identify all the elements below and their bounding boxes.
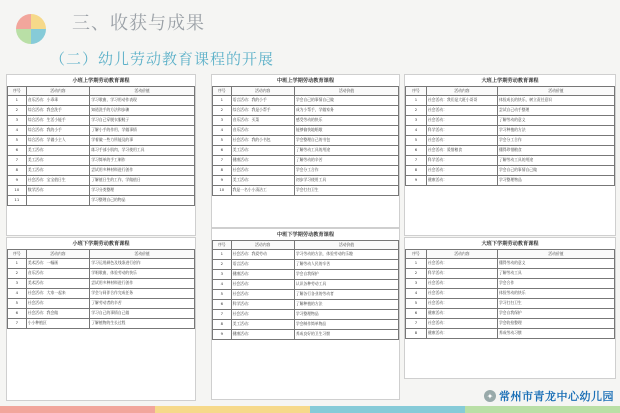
table-cell: 8 (406, 329, 427, 339)
course-table (405, 86, 615, 186)
table-cell: 社会活动： (426, 289, 497, 299)
table-cell: 4 (8, 126, 27, 136)
table-cell: 5 (213, 136, 232, 146)
table-row (213, 176, 399, 186)
column-header: 序号 (406, 87, 427, 96)
table-cell: 练习手部小肌肉，学习使用工具 (90, 146, 195, 156)
page-subtitle: （二）幼儿劳动教育课程的开展 (50, 50, 275, 68)
table-cell: 科学活动： (426, 126, 497, 136)
table-row (406, 329, 615, 339)
table-row (213, 270, 399, 280)
table-header-row (213, 87, 399, 96)
table-cell: 3 (213, 270, 232, 280)
table-cell: 健康活动： (426, 329, 497, 339)
table-cell: 2 (406, 269, 427, 279)
table-cell: 语言活动： (231, 260, 294, 270)
table-cell: 社会活动： (426, 259, 497, 269)
table-cell: 尝试用多种材料进行创作 (90, 279, 195, 289)
table-cell: 音乐活动：小乖乖 (26, 96, 90, 106)
table-cell: 了解值日生的工作，学做值日 (90, 176, 195, 186)
watermark-text: 常州市青龙中心幼儿园 (499, 390, 614, 403)
table-cell: 学习劳动的方法，体验劳动的乐趣 (294, 250, 398, 260)
course-table (7, 249, 195, 329)
table-cell: 学习打扫卫生 (497, 299, 614, 309)
table-row (213, 330, 399, 340)
table-cell: 学会打扫卫生 (294, 186, 398, 196)
table-cell: 养成劳动习惯 (497, 329, 614, 339)
table-row (213, 260, 399, 270)
table-cell: 认识各种劳动工具 (294, 280, 398, 290)
table-cell: 小小种植区 (26, 319, 90, 329)
table-row (213, 290, 399, 300)
table-cell: 3 (8, 116, 27, 126)
table-cell: 初步学习使用工具 (294, 176, 398, 186)
table-row (213, 116, 399, 126)
table-cell: 学着做一些力所能及的事 (90, 136, 195, 146)
panel-big-class-term2 (404, 237, 616, 379)
table-cell: 学会自我保护 (497, 309, 614, 319)
table-cell: 3 (406, 279, 427, 289)
table-cell: 6 (213, 300, 232, 310)
table-cell: 了解劳动工具的用途 (294, 146, 398, 156)
table-row (8, 259, 195, 269)
table-cell: 9 (213, 176, 232, 186)
table-cell: 学会自己的事情自己做 (497, 166, 614, 176)
table-cell: 社会活动： (231, 280, 294, 290)
table-cell: 社会活动： (231, 290, 294, 300)
table-row (406, 156, 615, 166)
table-header-row (406, 250, 615, 259)
table-cell: 2 (8, 106, 27, 116)
table-cell: 学会自我保护 (294, 270, 398, 280)
table-cell: 学会合作 (497, 279, 614, 289)
table-cell: 了解小手的作用，学做事情 (90, 126, 195, 136)
table-row (406, 176, 615, 186)
table-row (406, 136, 615, 146)
panel-title: 大班上学期劳动教育课程 (481, 78, 539, 84)
table-cell: 6 (8, 309, 27, 319)
table-row (213, 146, 399, 156)
table-row (406, 146, 615, 156)
table-row (406, 319, 615, 329)
table-cell: 综合活动：我会洗手 (26, 106, 90, 116)
table-row (213, 106, 399, 116)
table-cell (26, 196, 90, 206)
table-cell: 学唱歌曲，体验劳动的快乐 (90, 269, 195, 279)
table-cell: 科学活动： (231, 300, 294, 310)
table-cell: 1 (8, 259, 27, 269)
table-cell: 5 (406, 299, 427, 309)
table-cell: 学会分工合作 (294, 166, 398, 176)
table-cell: 8 (213, 320, 232, 330)
table-cell: 5 (8, 299, 27, 309)
panel-small-class-term1 (6, 74, 196, 236)
table-row (8, 96, 195, 106)
table-cell: 1 (213, 250, 232, 260)
table-cell: 养成良好的卫生习惯 (294, 330, 398, 340)
table-row (213, 96, 399, 106)
table-row (8, 279, 195, 289)
table-cell: 1 (406, 96, 427, 106)
panel-title: 中班上学期劳动教育课程 (276, 78, 335, 84)
wechat-icon: ✦ (484, 390, 496, 402)
course-table (405, 249, 615, 339)
table-cell: 了解植物的生长过程 (90, 319, 195, 329)
table-row (406, 289, 615, 299)
table-cell: 体验劳动的快乐 (497, 289, 614, 299)
table-cell: 5 (8, 136, 27, 146)
table-cell: 尝试自己动手整理 (497, 106, 614, 116)
table-cell: 学习分类整理 (90, 186, 195, 196)
table-cell: 社会活动：我爱劳动 (231, 250, 294, 260)
table-cell: 社会活动： (231, 310, 294, 320)
column-header: 活动内容 (231, 87, 294, 96)
table-row (213, 250, 399, 260)
table-cell: 学习运用颜色及线条进行创作 (90, 259, 195, 269)
table-cell: 健康活动： (231, 330, 294, 340)
watermark (484, 388, 614, 404)
table-cell: 学会制作简单物品 (294, 320, 398, 330)
table-row (213, 166, 399, 176)
table-cell: 美工活动： (231, 146, 294, 156)
table-row (213, 186, 399, 196)
table-cell: 5 (213, 290, 232, 300)
table-header-row (406, 87, 615, 96)
table-cell: 学会收拾整理 (497, 319, 614, 329)
table-cell: 7 (8, 319, 27, 329)
column-header: 活动内容 (426, 250, 497, 259)
table-cell: 1 (213, 96, 232, 106)
table-cell: 学会整理自己的书包 (294, 136, 398, 146)
column-header: 序号 (8, 87, 27, 96)
table-cell: 4 (406, 126, 427, 136)
table-cell: 了解劳动的辛苦 (294, 156, 398, 166)
panel-title: 小班下学期劳动教育课程 (72, 241, 130, 247)
table-cell: 2 (406, 106, 427, 116)
table-row (8, 289, 195, 299)
table-cell: 社会活动：大家一起来 (26, 289, 90, 299)
panel-big-class-term1 (404, 74, 616, 236)
page-title: 三、收获与成果 (72, 13, 205, 34)
panel-title: 大班下学期劳动教育课程 (481, 241, 539, 247)
table-row (406, 166, 615, 176)
table-cell: 了解劳动工具的用途 (497, 156, 614, 166)
table-row (8, 269, 195, 279)
panel-title: 中班下学期劳动教育课程 (276, 232, 335, 238)
table-cell: 综合活动：学做小主人 (26, 136, 90, 146)
table-row (406, 126, 615, 136)
table-row (406, 259, 615, 269)
table-cell: 懂得劳动的意义 (497, 259, 614, 269)
table-cell: 了解种植的方法 (294, 300, 398, 310)
column-header: 活动价值 (294, 241, 398, 250)
table-row (213, 320, 399, 330)
table-row (8, 126, 195, 136)
table-cell: 4 (213, 126, 232, 136)
table-cell: 美工活动： (26, 166, 90, 176)
column-header: 活动内容 (26, 250, 90, 259)
table-cell: 3 (406, 116, 427, 126)
table-cell: 10 (213, 186, 232, 196)
table-cell: 2 (213, 106, 232, 116)
table-cell: 2 (213, 260, 232, 270)
table-cell: 9 (406, 176, 427, 186)
table-cell: 学会分工合作 (497, 136, 614, 146)
table-cell: 了解劳动人民的辛苦 (294, 260, 398, 270)
table-cell: 1 (8, 96, 27, 106)
table-row (8, 319, 195, 329)
table-header-row (8, 87, 195, 96)
table-row (8, 196, 195, 206)
table-header-row (8, 250, 195, 259)
table-cell: 知道洗手的方法和步骤 (90, 106, 195, 116)
table-row (8, 166, 195, 176)
table-cell: 社会活动： (426, 136, 497, 146)
table-row (8, 106, 195, 116)
table-cell: 美术活动： (26, 279, 90, 289)
table-cell: 健康活动： (231, 156, 294, 166)
table-cell: 3 (8, 279, 27, 289)
table-row (213, 310, 399, 320)
table-cell: 学习种植的方法 (497, 126, 614, 136)
table-cell: 健康活动： (231, 270, 294, 280)
table-cell: 了解劳动的意义 (497, 116, 614, 126)
table-cell: 学习歌曲，学习用动作表现 (90, 96, 195, 106)
column-header: 活动价值 (497, 87, 614, 96)
table-cell: 美工活动： (231, 176, 294, 186)
table-cell: 科学活动： (426, 269, 497, 279)
table-cell: 社会活动：我们是大班小哥哥 (426, 96, 497, 106)
table-cell: 3 (213, 116, 232, 126)
table-cell: 学会与同伴合作完成任务 (90, 289, 195, 299)
table-row (406, 116, 615, 126)
table-cell: 学习自己穿脱衣服鞋子 (90, 116, 195, 126)
table-cell: 健康活动： (426, 176, 497, 186)
table-cell: 学会自己的事情自己做 (294, 96, 398, 106)
table-cell: 社会活动： (426, 116, 497, 126)
table-row (8, 299, 195, 309)
table-cell: 6 (213, 146, 232, 156)
table-cell: 学习整理物品 (497, 176, 614, 186)
column-header: 活动价值 (294, 87, 398, 96)
table-cell: 社会活动： (426, 106, 497, 116)
table-cell: 5 (406, 136, 427, 146)
column-header: 活动内容 (26, 87, 90, 96)
table-row (406, 309, 615, 319)
table-cell: 7 (8, 156, 27, 166)
table-cell: 体验成长的快乐，树立责任意识 (497, 96, 614, 106)
table-cell: 美工活动： (231, 320, 294, 330)
table-cell: 社会活动： (426, 279, 497, 289)
table-row (8, 156, 195, 166)
table-row (8, 116, 195, 126)
table-row (213, 156, 399, 166)
table-cell: 语言活动：我的小手 (231, 96, 294, 106)
table-cell: 7 (213, 156, 232, 166)
table-cell: 健康活动： (426, 309, 497, 319)
table-cell: 6 (406, 146, 427, 156)
table-cell: 2 (8, 269, 27, 279)
table-cell: 11 (8, 196, 27, 206)
footer-color-bar (0, 406, 620, 413)
table-cell: 社会活动：宝宝值日生 (26, 176, 90, 186)
table-cell: 学习自己的事情自己做 (90, 309, 195, 319)
column-header: 活动内容 (426, 87, 497, 96)
table-cell: 音乐活动：买菜 (231, 116, 294, 126)
table-cell: 7 (213, 310, 232, 320)
table-cell: 了解各行各业的劳动者 (294, 290, 398, 300)
table-cell: 8 (213, 166, 232, 176)
column-header: 序号 (213, 87, 232, 96)
table-cell: 9 (8, 176, 27, 186)
course-table (212, 86, 399, 196)
course-table (212, 240, 399, 340)
column-header: 活动内容 (231, 241, 294, 250)
table-cell: 音乐活动： (231, 126, 294, 136)
table-cell: 美工活动： (26, 146, 90, 156)
table-cell: 8 (406, 166, 427, 176)
table-cell: 4 (213, 280, 232, 290)
column-header: 活动价值 (497, 250, 614, 259)
table-cell: 音乐活动： (26, 269, 90, 279)
table-cell: 学习整理自己的物品 (90, 196, 195, 206)
table-cell: 学习整理物品 (294, 310, 398, 320)
panel-middle-class-term2 (211, 228, 400, 400)
course-table (7, 86, 195, 206)
table-cell: 社会活动： (426, 166, 497, 176)
table-row (8, 186, 195, 196)
table-cell: 美术活动：一幅画 (26, 259, 90, 269)
panel-middle-class-term1 (211, 74, 400, 228)
brand-logo (12, 10, 50, 48)
table-cell: 懂得珍惜粮食 (497, 146, 614, 156)
table-cell: 社会活动：爱惜粮食 (426, 146, 497, 156)
table-cell: 能够愉快地唱歌 (294, 126, 398, 136)
table-cell: 了解劳动工具 (497, 269, 614, 279)
column-header: 活动价值 (90, 250, 195, 259)
table-row (8, 176, 195, 186)
table-cell: 社会活动： (426, 319, 497, 329)
column-header: 序号 (213, 241, 232, 250)
panel-title: 小班上学期劳动教育课程 (72, 78, 130, 84)
table-cell: 7 (406, 156, 427, 166)
table-cell: 9 (213, 330, 232, 340)
column-header: 序号 (406, 250, 427, 259)
panel-small-class-term2 (6, 237, 196, 401)
table-cell: 4 (8, 289, 27, 299)
table-cell: 4 (406, 289, 427, 299)
column-header: 序号 (8, 250, 27, 259)
table-cell: 社会活动： (426, 299, 497, 309)
table-cell: 10 (8, 186, 27, 196)
column-header: 活动价值 (90, 87, 195, 96)
table-row (213, 126, 399, 136)
table-row (406, 279, 615, 289)
table-row (406, 96, 615, 106)
table-row (406, 269, 615, 279)
table-cell: 尝试用多种材料进行创作 (90, 166, 195, 176)
table-cell: 8 (8, 166, 27, 176)
table-cell: 6 (8, 146, 27, 156)
table-header-row (213, 241, 399, 250)
table-cell: 感受劳动的快乐 (294, 116, 398, 126)
table-row (8, 136, 195, 146)
table-cell: 7 (406, 319, 427, 329)
table-cell: 综合活动：我是小帮手 (231, 106, 294, 116)
table-cell: 美工活动： (26, 156, 90, 166)
table-row (406, 299, 615, 309)
table-cell: 社会活动：我会做 (26, 309, 90, 319)
table-cell: 综合活动：我的小手 (26, 126, 90, 136)
table-row (213, 136, 399, 146)
table-cell: 数学活动： (26, 186, 90, 196)
table-row (8, 146, 195, 156)
table-row (8, 309, 195, 319)
table-cell: 学习简单的手工制作 (90, 156, 195, 166)
table-cell: 6 (406, 309, 427, 319)
table-cell: 我是一名小小清洁工 (231, 186, 294, 196)
table-cell: 社会活动： (231, 166, 294, 176)
table-cell: 1 (406, 259, 427, 269)
table-cell: 成为小帮手，学做家务 (294, 106, 398, 116)
table-cell: 社会活动： (26, 299, 90, 309)
table-cell: 综合活动：生活小能手 (26, 116, 90, 126)
table-row (213, 280, 399, 290)
table-cell: 社会活动：我的小书包 (231, 136, 294, 146)
table-cell: 科学活动： (426, 156, 497, 166)
table-row (406, 106, 615, 116)
table-row (213, 300, 399, 310)
table-cell: 了解劳动者的辛苦 (90, 299, 195, 309)
